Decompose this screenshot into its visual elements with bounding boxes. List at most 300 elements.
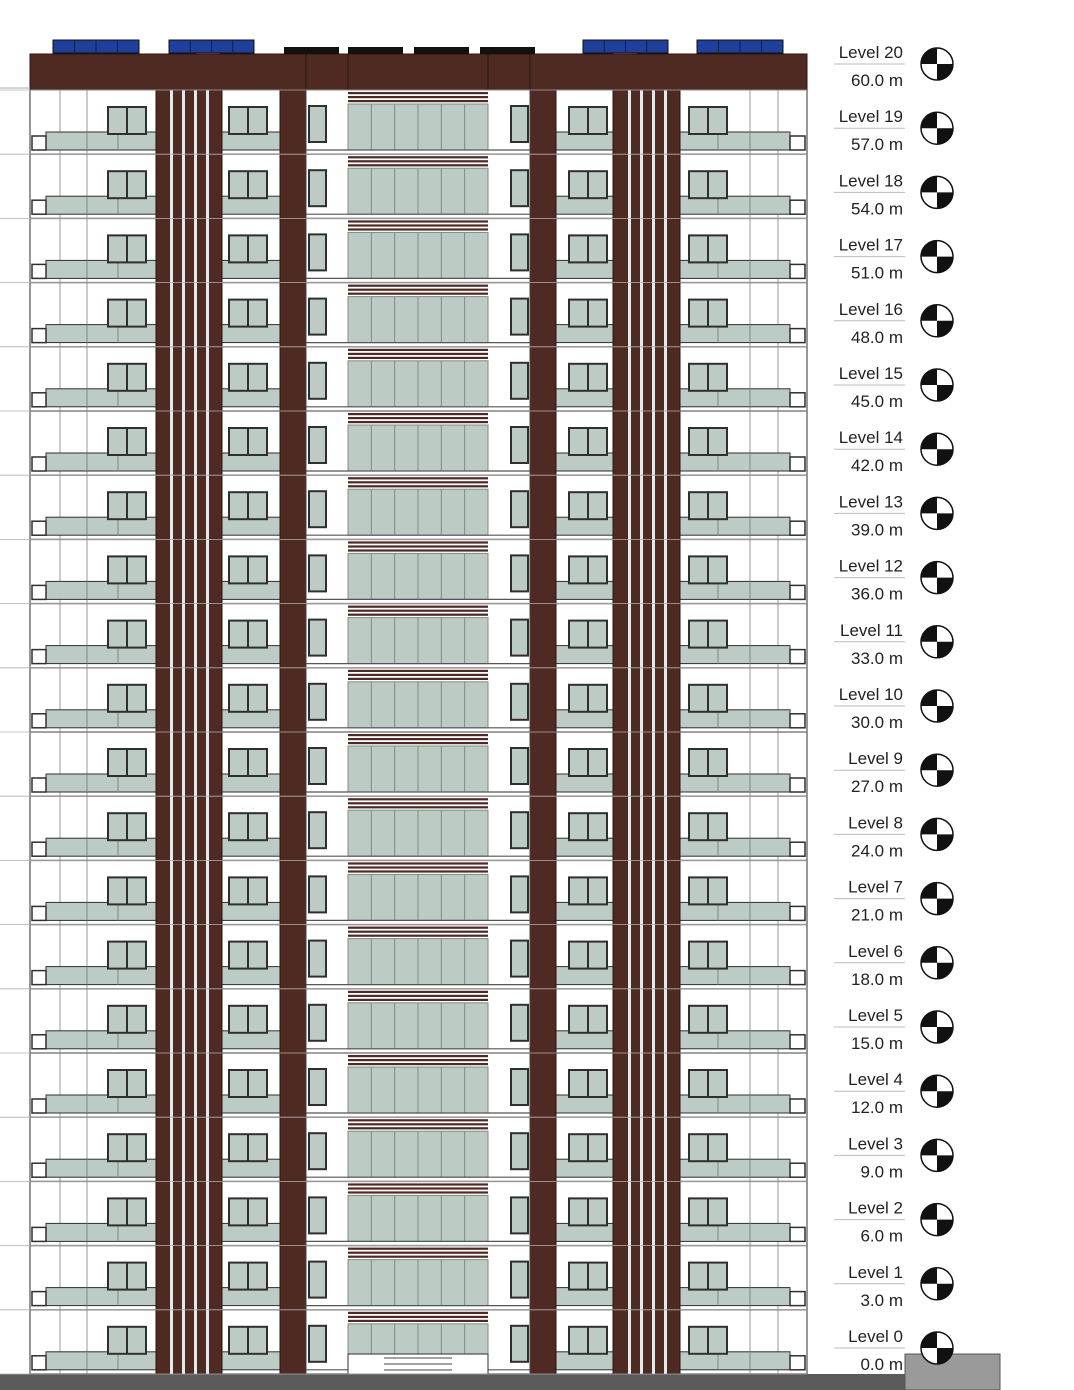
solar-panel-array — [53, 40, 139, 53]
window — [108, 685, 146, 712]
level-name: Level 15 — [838, 364, 903, 383]
balcony-post — [790, 264, 805, 278]
datum-quadrant — [921, 1011, 937, 1027]
side-window — [511, 299, 528, 335]
balcony-post — [32, 778, 46, 792]
window — [108, 107, 146, 134]
window — [229, 1327, 267, 1354]
window — [108, 1134, 146, 1161]
brick-pier-right — [613, 86, 680, 1374]
side-window — [511, 427, 528, 463]
balcony-post — [790, 329, 805, 343]
louver-bar — [348, 738, 488, 740]
brick-column-right — [530, 86, 556, 1374]
balcony-post — [32, 1356, 46, 1370]
level-name: Level 4 — [848, 1070, 903, 1090]
level-name: Level 2 — [848, 1198, 903, 1218]
datum-quadrant — [937, 1091, 953, 1107]
level-elevation: 45.0 m — [851, 392, 903, 411]
window — [569, 428, 607, 455]
level-elevation: 33.0 m — [851, 648, 903, 668]
level-datum-icon — [921, 1268, 953, 1300]
louver-bar — [348, 413, 488, 415]
louver-bar — [348, 417, 488, 419]
side-window — [511, 1326, 528, 1362]
datum-quadrant — [937, 1284, 953, 1300]
datum-quadrant — [937, 770, 953, 786]
curtain-wall — [348, 1131, 488, 1177]
side-window — [309, 1133, 326, 1169]
datum-quadrant — [937, 578, 953, 594]
window — [569, 1263, 607, 1290]
louver-bar — [348, 353, 488, 355]
window — [569, 1198, 607, 1225]
curtain-wall — [348, 1003, 488, 1049]
balcony-post — [32, 971, 46, 985]
curtain-wall — [348, 939, 488, 985]
balcony-post — [790, 1035, 805, 1049]
louver-bar — [348, 935, 488, 937]
window — [569, 942, 607, 969]
louver-bar — [348, 866, 488, 868]
louver-bar — [348, 862, 488, 864]
louver-bar — [348, 160, 488, 162]
window — [689, 749, 727, 776]
side-window — [309, 941, 326, 977]
level-name: Level 12 — [838, 556, 903, 576]
louver-bar — [348, 156, 488, 158]
balcony-post — [32, 393, 46, 407]
balcony-post — [790, 1099, 805, 1113]
curtain-wall — [348, 874, 488, 920]
louver-bar — [348, 1256, 488, 1258]
level-elevation: 6.0 m — [860, 1226, 903, 1246]
window — [229, 1198, 267, 1225]
louver-bar — [348, 549, 488, 551]
louver-bar — [348, 1119, 488, 1121]
side-window — [511, 1005, 528, 1041]
window — [229, 685, 267, 712]
datum-quadrant — [921, 1332, 937, 1348]
window — [569, 492, 607, 519]
level-name: Level 0 — [848, 1327, 903, 1346]
side-window — [511, 684, 528, 720]
datum-quadrant — [921, 690, 937, 706]
balcony-post — [32, 842, 46, 856]
level-datum-icon — [921, 1075, 953, 1107]
datum-quadrant — [921, 112, 937, 128]
louver-bar — [348, 802, 488, 804]
window — [689, 364, 727, 391]
side-window — [309, 876, 326, 912]
level-name: Level 7 — [848, 877, 903, 897]
window — [108, 1006, 146, 1033]
curtain-wall — [348, 425, 488, 471]
level-datum-icon — [921, 112, 953, 144]
datum-quadrant — [921, 754, 937, 770]
window — [229, 813, 267, 840]
datum-quadrant — [937, 449, 953, 465]
window — [108, 235, 146, 262]
louver-bar — [348, 1252, 488, 1254]
level-datum-icon — [921, 369, 953, 401]
balcony-post — [32, 1035, 46, 1049]
curtain-wall — [348, 1195, 488, 1241]
louver-bar — [348, 1187, 488, 1189]
louver-bar — [348, 357, 488, 359]
rooftop-equipment — [348, 47, 403, 54]
level-elevation: 9.0 m — [860, 1162, 903, 1182]
roof — [0, 40, 807, 90]
datum-quadrant — [937, 257, 953, 273]
window — [108, 300, 146, 327]
balcony-post — [32, 136, 46, 150]
window — [229, 428, 267, 455]
louver-bar — [348, 1312, 488, 1314]
louver-bar — [348, 289, 488, 291]
datum-quadrant — [937, 834, 953, 850]
side-window — [511, 555, 528, 591]
window — [569, 1327, 607, 1354]
balcony-post — [790, 906, 805, 920]
window — [689, 492, 727, 519]
louver-bar — [348, 1183, 488, 1185]
brick-pier-left — [156, 86, 222, 1374]
louver-bar — [348, 931, 488, 933]
window — [689, 1327, 727, 1354]
curtain-wall — [348, 168, 488, 214]
datum-quadrant — [937, 642, 953, 658]
window — [689, 300, 727, 327]
balcony-post — [790, 585, 805, 599]
balcony-post — [790, 650, 805, 664]
window — [229, 1006, 267, 1033]
side-window — [511, 106, 528, 142]
louver-bar — [348, 742, 488, 744]
window — [689, 813, 727, 840]
window — [689, 621, 727, 648]
window — [569, 364, 607, 391]
window — [108, 1327, 146, 1354]
window — [108, 877, 146, 904]
rooftop-equipment — [480, 47, 535, 54]
window — [229, 621, 267, 648]
louver-bar — [348, 96, 488, 98]
level-datum-icon — [921, 883, 953, 915]
level-datum-icon — [921, 690, 953, 722]
level-datum-icon — [921, 176, 953, 208]
datum-quadrant — [937, 64, 953, 80]
window — [229, 1263, 267, 1290]
side-window — [511, 170, 528, 206]
louver-bar — [348, 421, 488, 423]
louver-bar — [348, 485, 488, 487]
datum-quadrant — [921, 626, 937, 642]
side-window — [511, 812, 528, 848]
louver-bar — [348, 1059, 488, 1061]
louver-bar — [348, 995, 488, 997]
side-window — [309, 170, 326, 206]
level-elevation: 21.0 m — [851, 905, 903, 925]
window — [569, 1134, 607, 1161]
window — [689, 1070, 727, 1097]
level-name: Level 20 — [838, 43, 903, 62]
window — [689, 428, 727, 455]
window — [229, 877, 267, 904]
window — [108, 492, 146, 519]
datum-quadrant — [921, 947, 937, 963]
window — [569, 685, 607, 712]
level-elevation: 42.0 m — [851, 456, 903, 476]
side-window — [511, 363, 528, 399]
louver-bar — [348, 164, 488, 166]
louver-bar — [348, 477, 488, 479]
level-name: Level 8 — [848, 813, 903, 833]
window — [569, 621, 607, 648]
datum-quadrant — [937, 963, 953, 979]
side-window — [511, 748, 528, 784]
level-datum-icon — [921, 241, 953, 273]
balcony-post — [32, 1163, 46, 1177]
side-window — [309, 1262, 326, 1298]
louver-bar — [348, 1248, 488, 1250]
louver-bar — [348, 481, 488, 483]
window — [229, 556, 267, 583]
side-window — [309, 1069, 326, 1105]
level-name: Level 5 — [848, 1006, 903, 1025]
side-window — [511, 234, 528, 270]
level-elevation: 39.0 m — [851, 520, 903, 540]
side-window — [511, 491, 528, 527]
level-name: Level 17 — [838, 235, 903, 255]
louver-bar — [348, 991, 488, 993]
curtain-wall — [348, 746, 488, 792]
datum-quadrant — [921, 883, 937, 899]
datum-quadrant — [921, 48, 937, 64]
level-datum-icon — [921, 1204, 953, 1236]
side-window — [511, 1069, 528, 1105]
curtain-wall — [348, 297, 488, 343]
balcony-post — [32, 650, 46, 664]
level-elevation: 57.0 m — [851, 135, 903, 155]
datum-quadrant — [921, 562, 937, 578]
datum-quadrant — [921, 818, 937, 834]
window — [569, 813, 607, 840]
curtain-wall — [348, 810, 488, 856]
level-datum-icon — [921, 305, 953, 337]
louver-bar — [348, 870, 488, 872]
louver-bar — [348, 541, 488, 543]
window — [229, 235, 267, 262]
level-elevation: 51.0 m — [851, 263, 903, 283]
louver-bar — [348, 610, 488, 612]
level-datum-icon — [921, 562, 953, 594]
louver-bar — [348, 614, 488, 616]
balcony-post — [32, 585, 46, 599]
side-window — [309, 812, 326, 848]
window — [689, 107, 727, 134]
louver-bar — [348, 1063, 488, 1065]
balcony-post — [790, 971, 805, 985]
louver-bar — [348, 285, 488, 287]
louver-bar — [348, 228, 488, 230]
window — [108, 813, 146, 840]
level-name: Level 18 — [838, 171, 903, 191]
window — [569, 1006, 607, 1033]
side-window — [309, 427, 326, 463]
balcony-post — [790, 200, 805, 214]
window — [229, 1134, 267, 1161]
curtain-wall — [348, 682, 488, 728]
level-elevation: 36.0 m — [851, 584, 903, 604]
louver-bar — [348, 674, 488, 676]
balcony-post — [790, 136, 805, 150]
level-elevation: 24.0 m — [851, 841, 903, 861]
window — [569, 171, 607, 198]
level-elevation: 54.0 m — [851, 199, 903, 219]
window — [569, 556, 607, 583]
window — [108, 621, 146, 648]
louver-bar — [348, 92, 488, 94]
level-elevation: 12.0 m — [851, 1098, 903, 1118]
level-name: Level 13 — [838, 492, 903, 512]
window — [108, 749, 146, 776]
window — [569, 749, 607, 776]
datum-quadrant — [921, 1075, 937, 1091]
balcony-post — [32, 329, 46, 343]
level-elevation: 3.0 m — [860, 1290, 903, 1310]
side-window — [309, 1005, 326, 1041]
curtain-wall — [348, 232, 488, 278]
datum-quadrant — [921, 1204, 937, 1220]
louver-bar — [348, 927, 488, 929]
level-name: Level 6 — [848, 941, 903, 961]
building-structure — [0, 86, 1000, 1390]
window — [689, 942, 727, 969]
window — [569, 1070, 607, 1097]
balcony-post — [790, 1163, 805, 1177]
level-name: Level 1 — [848, 1262, 903, 1282]
window — [689, 235, 727, 262]
window — [229, 107, 267, 134]
curtain-wall — [348, 1260, 488, 1306]
level-name: Level 10 — [838, 685, 903, 704]
side-window — [309, 555, 326, 591]
solar-panel-array — [169, 40, 254, 53]
level-datum-icon — [921, 1139, 953, 1171]
level-elevation: 30.0 m — [851, 713, 903, 732]
louver-bar — [348, 999, 488, 1001]
louver-bar — [348, 670, 488, 672]
level-name: Level 11 — [839, 620, 903, 640]
datum-quadrant — [937, 706, 953, 722]
side-window — [511, 1197, 528, 1233]
side-window — [309, 106, 326, 142]
level-elevation: 48.0 m — [851, 327, 903, 347]
datum-quadrant — [937, 192, 953, 208]
brick-column-left — [280, 86, 306, 1374]
window — [108, 942, 146, 969]
balcony-post — [32, 200, 46, 214]
level-elevation: 60.0 m — [851, 71, 903, 90]
window — [108, 1198, 146, 1225]
datum-quadrant — [937, 513, 953, 529]
louver-bar — [348, 1123, 488, 1125]
louver-bar — [348, 678, 488, 680]
side-window — [309, 491, 326, 527]
window — [569, 235, 607, 262]
window — [569, 300, 607, 327]
ground-line — [0, 1374, 1000, 1390]
level-datum-icon — [921, 754, 953, 786]
louver-bar — [348, 1320, 488, 1322]
balcony-post — [32, 521, 46, 535]
curtain-wall — [348, 1067, 488, 1113]
balcony-post — [790, 714, 805, 728]
curtain-wall — [348, 361, 488, 407]
louver-bar — [348, 100, 488, 102]
window — [229, 171, 267, 198]
side-window — [309, 299, 326, 335]
window — [229, 300, 267, 327]
level-datum-icon — [921, 626, 953, 658]
side-window — [511, 1133, 528, 1169]
window — [108, 428, 146, 455]
datum-quadrant — [937, 899, 953, 915]
datum-quadrant — [921, 433, 937, 449]
level-name: Level 16 — [838, 299, 903, 319]
balcony-post — [790, 1227, 805, 1241]
level-datum-icon — [921, 1332, 953, 1364]
louver-bar — [348, 798, 488, 800]
side-window — [309, 684, 326, 720]
balcony-post — [790, 521, 805, 535]
louver-bar — [348, 734, 488, 736]
window — [689, 877, 727, 904]
louver-bar — [348, 293, 488, 295]
balcony-post — [32, 1099, 46, 1113]
window — [229, 749, 267, 776]
louver-bar — [348, 220, 488, 222]
level-elevation: 18.0 m — [851, 969, 903, 989]
window — [689, 171, 727, 198]
roof-parapet — [30, 54, 807, 90]
balcony-post — [790, 393, 805, 407]
curtain-wall — [348, 618, 488, 664]
window — [108, 556, 146, 583]
datum-quadrant — [921, 1139, 937, 1155]
datum-quadrant — [937, 1155, 953, 1171]
window — [108, 1263, 146, 1290]
window — [229, 364, 267, 391]
level-datum-icon — [921, 48, 953, 80]
louver-bar — [348, 224, 488, 226]
datum-quadrant — [921, 369, 937, 385]
window — [108, 364, 146, 391]
level-name: Level 14 — [838, 428, 903, 448]
level-elevation: 27.0 m — [851, 777, 903, 797]
side-window — [309, 748, 326, 784]
side-window — [309, 620, 326, 656]
window — [229, 942, 267, 969]
balcony-post — [790, 842, 805, 856]
window — [689, 1006, 727, 1033]
rooftop-equipment — [284, 47, 339, 54]
balcony-post — [32, 1292, 46, 1306]
window — [229, 1070, 267, 1097]
louver-bar — [348, 1316, 488, 1318]
window — [689, 1198, 727, 1225]
